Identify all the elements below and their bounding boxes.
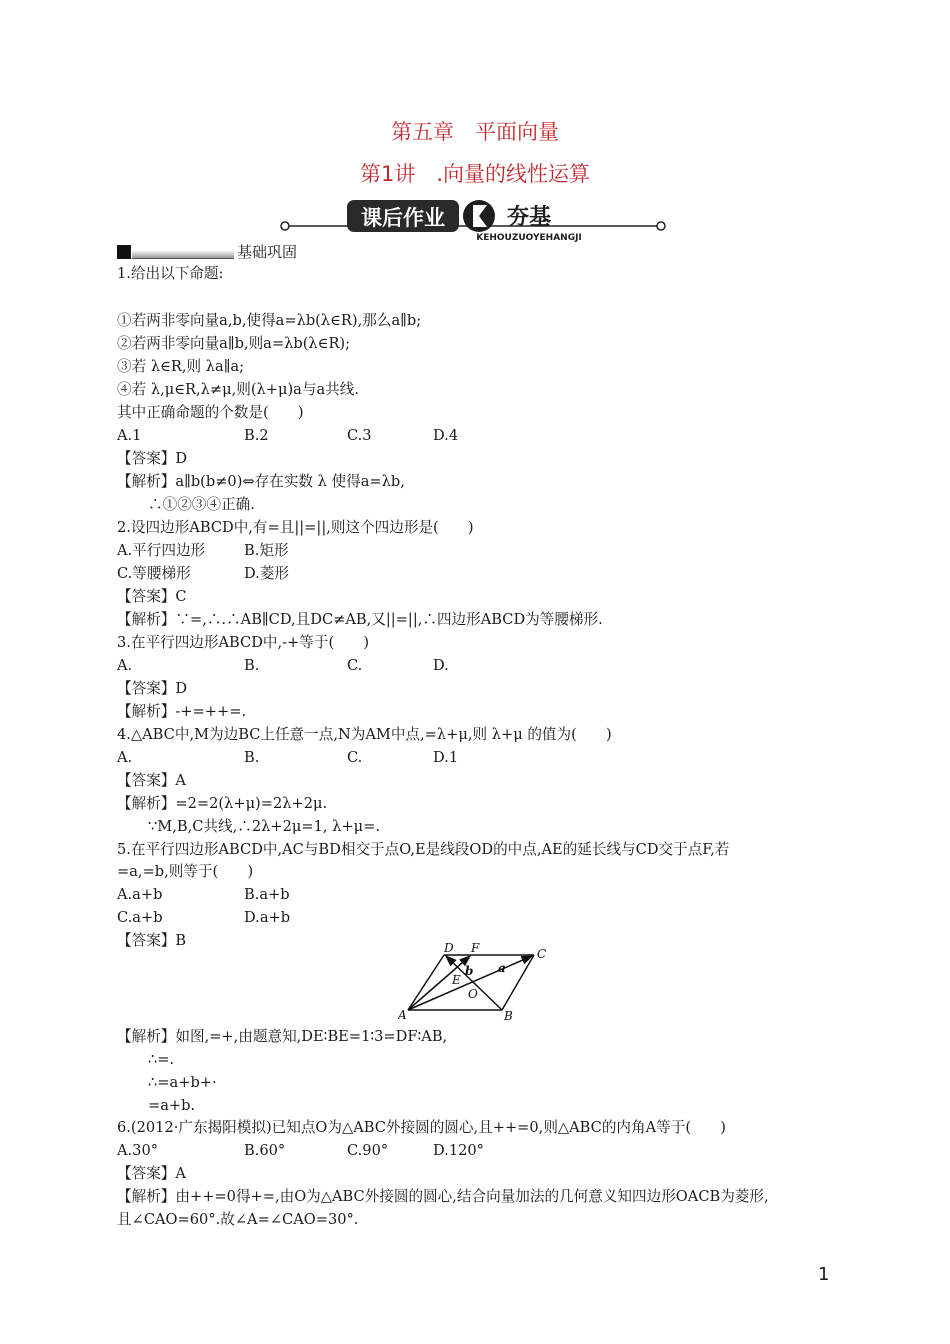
text-line: 5.在平行四边形ABCD中,AC与BD相交于点O,E是线段OD的中点,AE的延长线与CD交于点F,若 bbox=[117, 841, 730, 858]
text-line: ∵M,B,C共线,∴2λ+2μ=1, λ+μ=. bbox=[148, 818, 380, 835]
text-line: C. bbox=[347, 657, 363, 674]
text-line: D. bbox=[433, 657, 449, 674]
text-line: C.a+b bbox=[117, 909, 163, 926]
label-d-point: D bbox=[444, 941, 454, 955]
text-line: 【解析】-+=++=. bbox=[117, 703, 247, 720]
text-line: D.菱形 bbox=[244, 565, 290, 582]
lesson-title: 第1讲 .向量的线性运算 bbox=[359, 162, 591, 186]
text-line: B. bbox=[244, 749, 260, 766]
label-c-point: C bbox=[537, 947, 547, 961]
label-vector-b: b bbox=[465, 964, 474, 978]
text-line: 且∠CAO=60°.故∠A=∠CAO=30°. bbox=[117, 1211, 359, 1228]
parallelogram-figure bbox=[398, 940, 558, 1020]
text-line: A. bbox=[117, 749, 133, 766]
text-line: B.60° bbox=[244, 1142, 286, 1159]
text-line: ∴=. bbox=[148, 1051, 175, 1068]
edge-bc bbox=[502, 955, 534, 1010]
text-line: ②若两非零向量a∥b,则a=λb(λ∈R); bbox=[117, 335, 351, 352]
text-line: B. bbox=[244, 657, 260, 674]
text-line: 【答案】B bbox=[117, 932, 187, 949]
text-line: C.等腰梯形 bbox=[117, 565, 191, 582]
text-line: B.矩形 bbox=[244, 542, 289, 559]
text-line: ③若 λ∈R,则 λa∥a; bbox=[117, 358, 245, 375]
text-line: D.1 bbox=[433, 749, 459, 766]
banner-title: 课后作业 bbox=[361, 206, 445, 230]
text-line: D.120° bbox=[433, 1142, 484, 1159]
text-line: 6.(2012·广东揭阳模拟)已知点O为△ABC外接圆的圆心,且++=0,则△ABC的内角A等于( ) bbox=[117, 1119, 726, 1136]
text-line: A.1 bbox=[117, 427, 142, 444]
text-line: 3.在平行四边形ABCD中,-+等于( ) bbox=[117, 634, 370, 651]
label-a-point: A bbox=[398, 1008, 407, 1020]
text-line: A.平行四边形 bbox=[117, 542, 206, 559]
text-line: 【解析】由++=0得+=,由O为△ABC外接圆的圆心,结合向量加法的几何意义知四边形OACB为菱形, bbox=[117, 1188, 769, 1205]
page-number: 1 bbox=[818, 1264, 830, 1285]
label-o-point: O bbox=[468, 987, 478, 1001]
text-line: 2.设四边形ABCD中,有=且||=||,则这个四边形是( ) bbox=[117, 519, 474, 536]
text-line: B.2 bbox=[244, 427, 269, 444]
text-line: 【解析】a∥b(b≠0)⇔存在实数 λ 使得a=λb, bbox=[117, 473, 405, 490]
text-line: C. bbox=[347, 749, 363, 766]
text-line: A. bbox=[117, 657, 133, 674]
label-e-point: E bbox=[452, 973, 461, 987]
section-marker-icon bbox=[117, 245, 131, 259]
text-line: 【答案】A bbox=[117, 772, 186, 789]
banner-title-2: 夯基 bbox=[506, 205, 552, 230]
text-line: A.a+b bbox=[117, 886, 163, 903]
text-line: D.a+b bbox=[244, 909, 291, 926]
label-f-point: F bbox=[471, 941, 480, 955]
text-line: ∴①②③④正确. bbox=[148, 496, 255, 513]
homework-banner bbox=[277, 196, 669, 242]
text-line: 【解析】如图,=+,由题意知,DE∶BE=1∶3=DF∶AB, bbox=[117, 1028, 448, 1045]
text-line: A.30° bbox=[117, 1142, 159, 1159]
text-line: 【答案】C bbox=[117, 588, 187, 605]
label-b-point: B bbox=[504, 1009, 513, 1020]
text-line: 【答案】D bbox=[117, 450, 188, 467]
text-line: =a,=b,则等于( ) bbox=[117, 863, 254, 880]
chapter-title: 第五章 平面向量 bbox=[391, 120, 559, 144]
text-line: ∴=a+b+· bbox=[148, 1074, 217, 1091]
banner-pinyin: KEHOUZUOYEHANGJI bbox=[476, 233, 582, 242]
text-line: 其中正确命题的个数是( ) bbox=[117, 404, 304, 421]
text-line: 1.给出以下命题: bbox=[117, 265, 224, 282]
label-vector-a: a bbox=[498, 961, 506, 975]
text-line: 【解析】=2=2(λ+μ)=2λ+2μ. bbox=[117, 795, 328, 812]
text-line: ④若 λ,μ∈R,λ≠μ,则(λ+μ)a与a共线. bbox=[117, 381, 359, 398]
text-line: 4.△ABC中,M为边BC上任意一点,N为AM中点,=λ+μ,则 λ+μ 的值为( ) bbox=[117, 726, 612, 743]
text-line: 【答案】D bbox=[117, 680, 188, 697]
text-line: 【答案】A bbox=[117, 1165, 186, 1182]
section-rule bbox=[132, 250, 234, 259]
text-line: C.90° bbox=[347, 1142, 389, 1159]
text-line: =a+b. bbox=[148, 1097, 196, 1114]
text-line: ①若两非零向量a,b,使得a=λb(λ∈R),那么a∥b; bbox=[117, 312, 422, 329]
section-label: 基础巩固 bbox=[237, 243, 298, 261]
text-line: C.3 bbox=[347, 427, 372, 444]
text-line: B.a+b bbox=[244, 886, 290, 903]
text-line: D.4 bbox=[433, 427, 459, 444]
text-line: 【解析】∵=,∴.∴AB∥CD,且DC≠AB,又||=||,∴四边形ABCD为等腰梯形. bbox=[117, 611, 603, 628]
